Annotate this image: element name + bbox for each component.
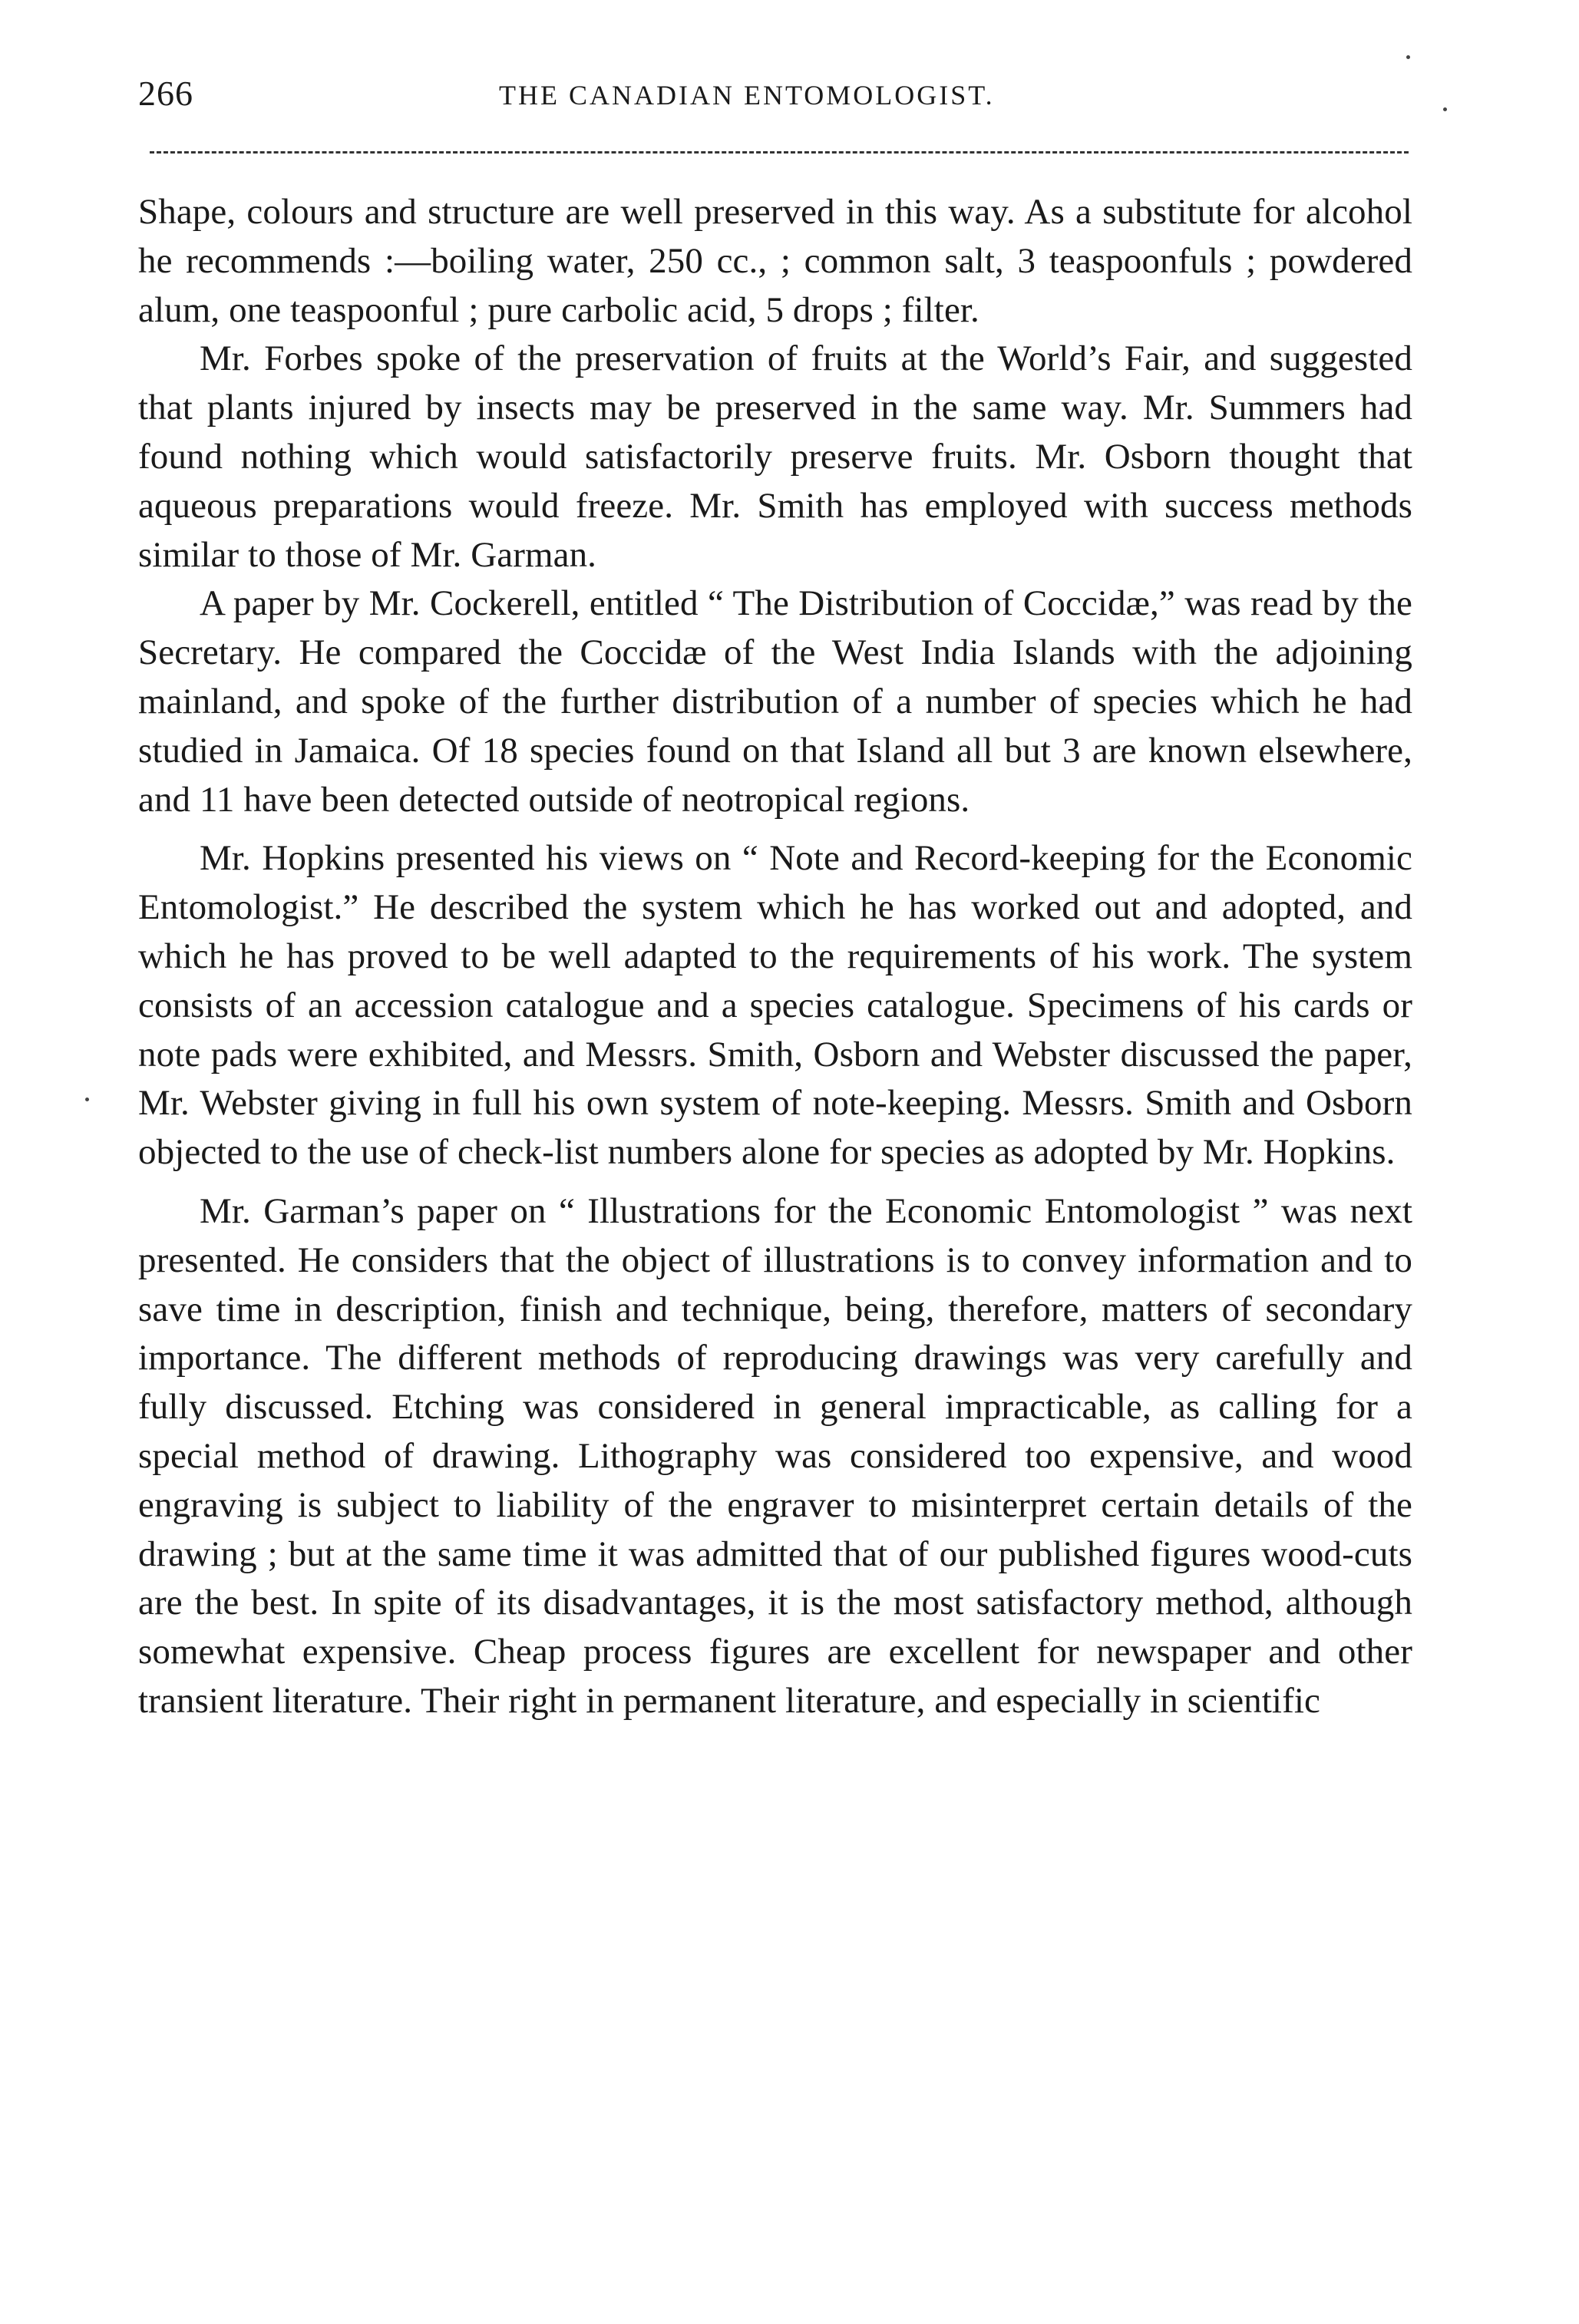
print-speck xyxy=(1443,107,1447,111)
paragraph: Mr. Hopkins presented his views on “ Note and Record-keeping for the Economic Entomologist.” He described the system which he has worked out and adopted, and which he has proved to be well adapted to the requirements of his work. The system consists of an accession catalogue and a species catalogue. Specimens of his cards or note pads were exhibited, and Messrs. Smith, Osborn and Webster discussed the paper, Mr. Webster giving in full his own system of note-keeping. Messrs. Smith and Osborn objected to the use of check-list numbers alone for species as adopted by Mr. Hopkins. xyxy=(138,838,1412,1173)
paragraph-continued: Shape, colours and structure are well preserved in this way. As a substitute for alcohol he recommends :—boiling water, 250 cc., ; common salt, 3 teaspoonfuls ; powdered alum, one teaspoonful ; pure carbolic acid, 5 drops ; filter. xyxy=(138,192,1412,330)
paragraph: A paper by Mr. Cockerell, entitled “ The Distribution of Coccidæ,” was read by the Secretary. He compared the Coccidæ of the West India Islands with the adjoining mainland, and spoke of the further distribution of a number of species which he had studied in Jamaica. Of 18 species found on that Island all but 3 are known elsewhere, and 11 have been detected outside of neotropical regions. xyxy=(138,583,1412,820)
print-speck xyxy=(85,1098,89,1101)
body-text xyxy=(138,188,1412,1726)
header-rule xyxy=(150,151,1409,154)
journal-title: THE CANADIAN ENTOMOLOGIST. xyxy=(499,80,995,111)
page-number: 266 xyxy=(138,74,193,113)
paragraph: Mr. Garman’s paper on “ Illustrations for the Economic Entomologist ” was next presented. He considers that the object of illustrations is to convey information and to save time in description, finish and technique, being, therefore, matters of secondary importance. The different methods of reproducing drawings was very carefully and fully discussed. Etching was considered in general impracticable, as calling for a special method of drawing. Lithography was considered too expensive, and wood engraving is subject to liability of the engraver to misinterpret certain details of the drawing ; but at the same time it was admitted that of our published figures wood-cuts are the best. In spite of its disadvantages, it is the most satisfactory method, although somewhat expensive. Cheap process figures are excellent for newspaper and other transient literature. Their right in permanent literature, and especially in scientific xyxy=(138,1190,1412,1721)
running-head xyxy=(138,73,1412,119)
print-speck xyxy=(1406,55,1410,59)
paragraph: Mr. Forbes spoke of the preservation of fruits at the World’s Fair, and suggested that plants injured by insects may be preserved in the same way. Mr. Summers had found nothing which would satisfactorily preserve fruits. Mr. Osborn thought that aqueous preparations would freeze. Mr. Smith has employed with success methods similar to those of Mr. Garman. xyxy=(138,338,1412,575)
